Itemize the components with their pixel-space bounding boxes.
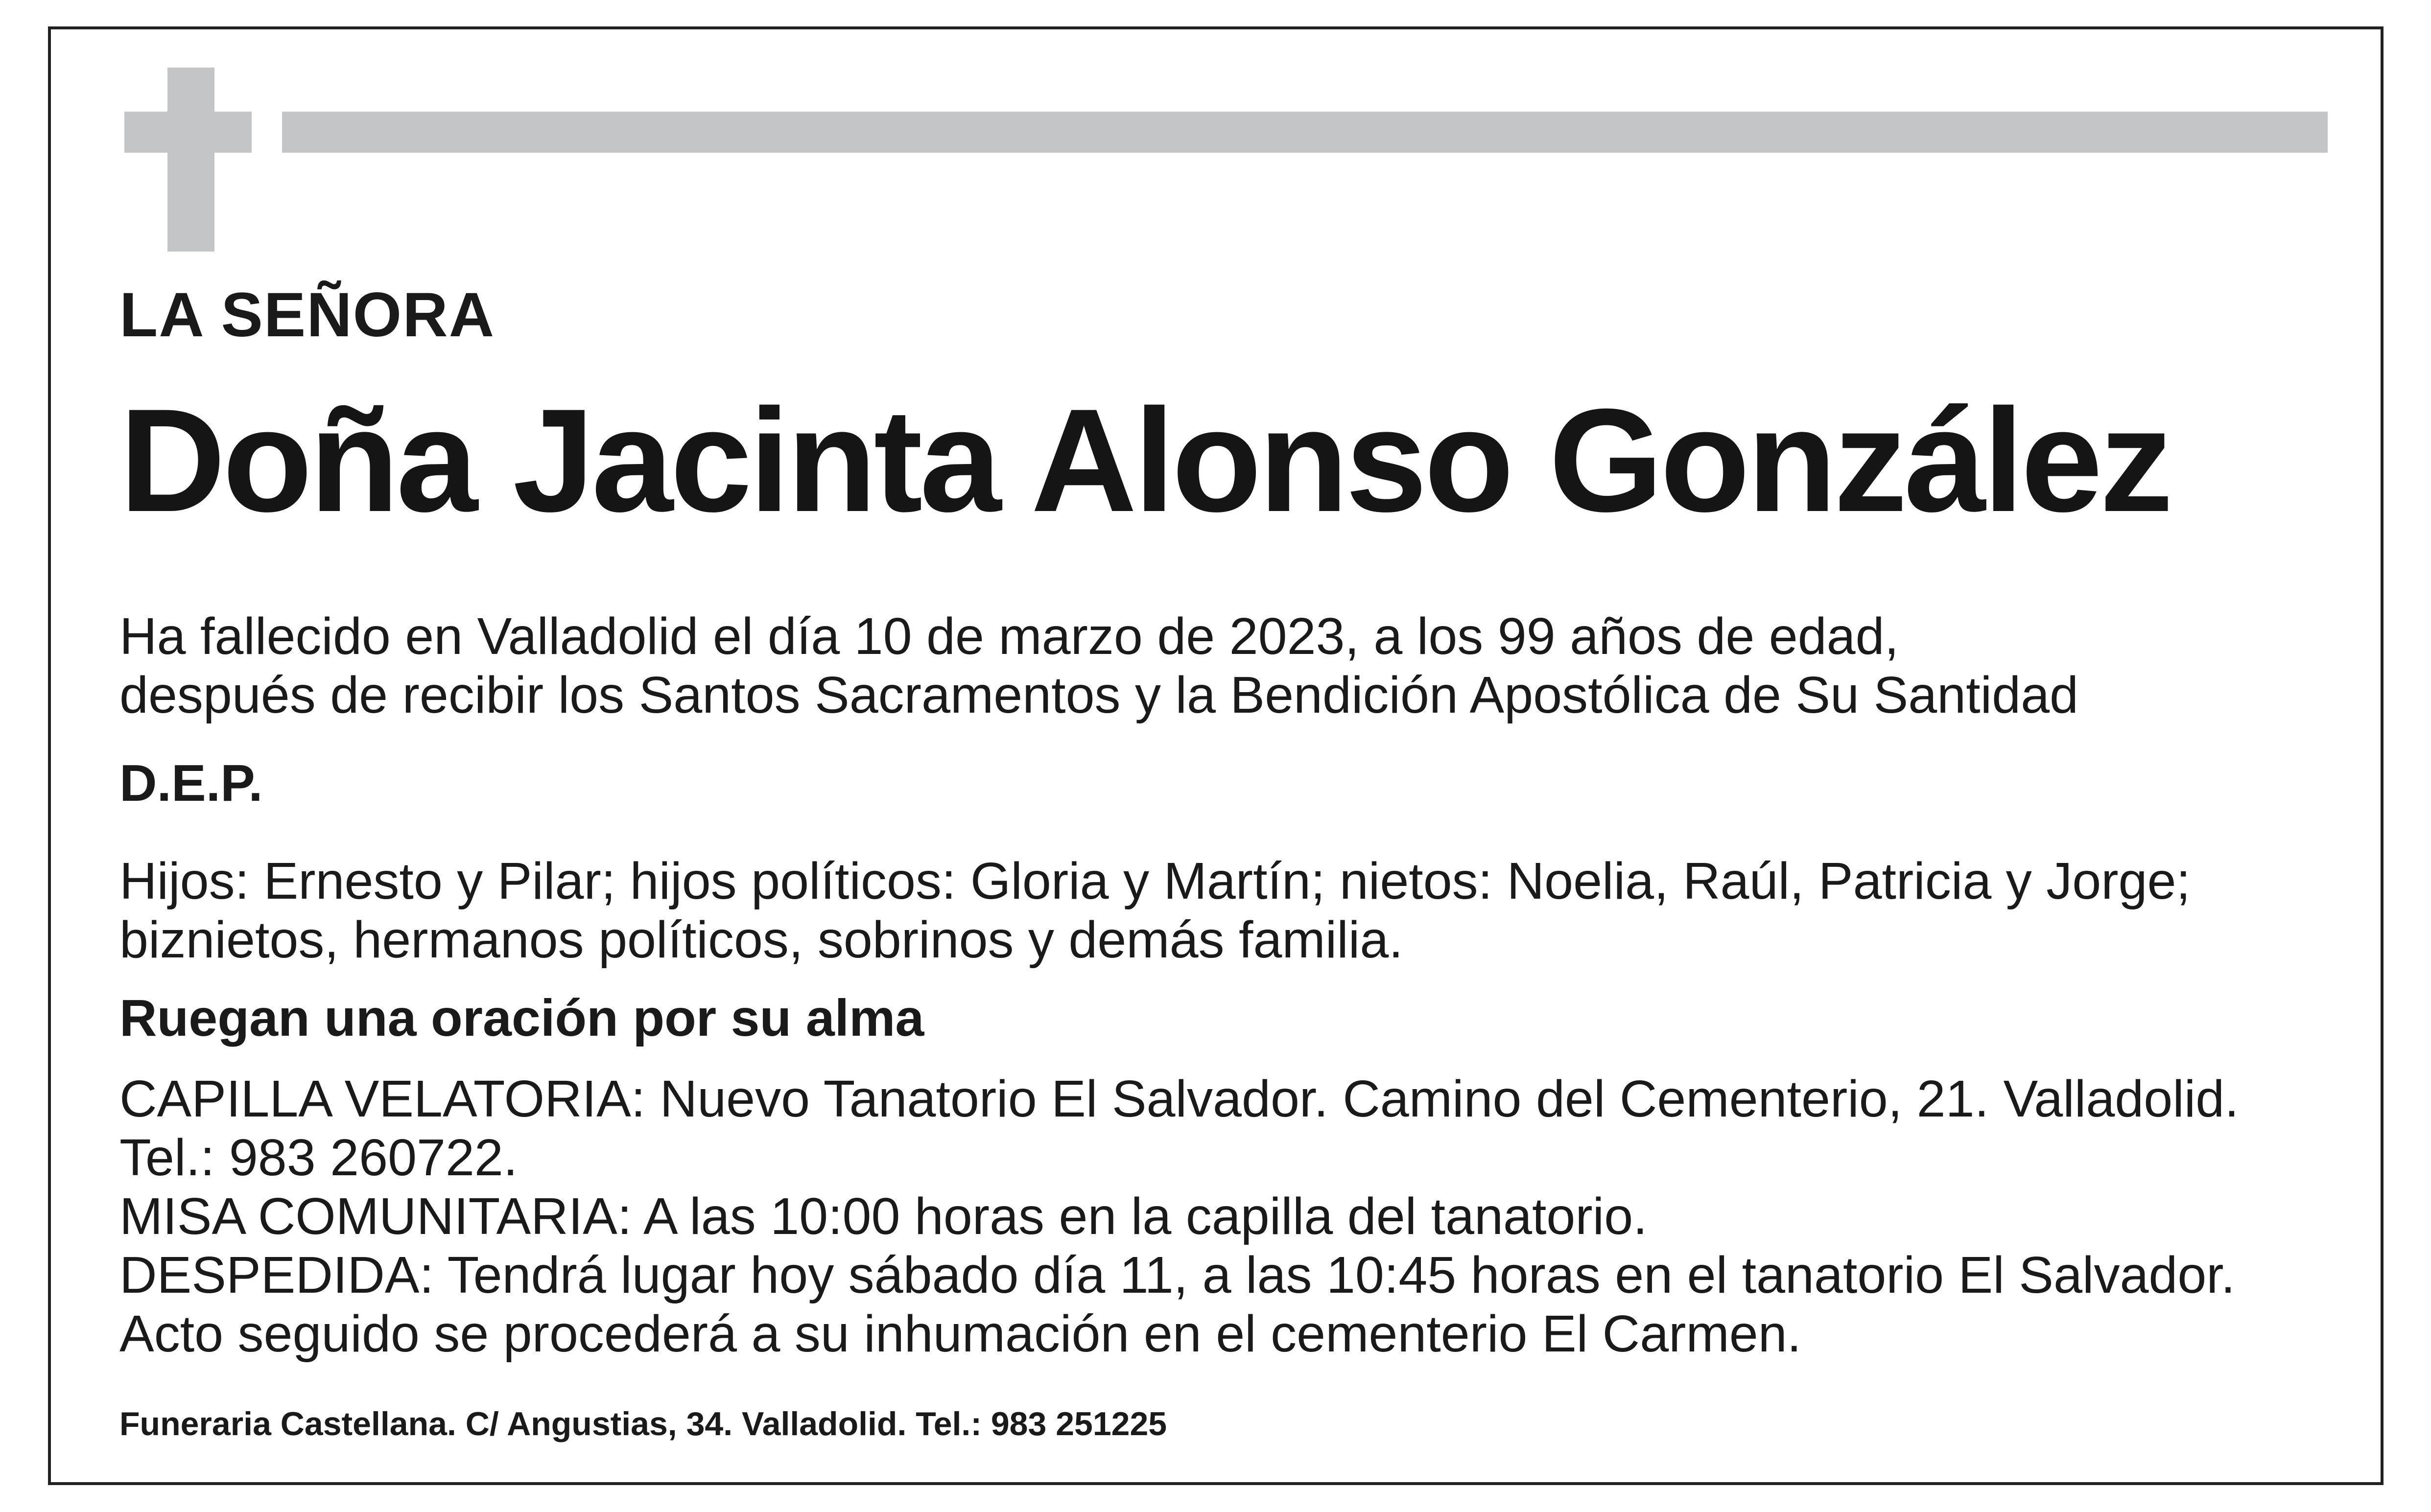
cross-icon-horizontal <box>124 112 252 153</box>
dep-label: D.E.P. <box>119 754 263 812</box>
funeral-home-footer: Funeraria Castellana. C/ Angustias, 34. Valladolid. Tel.: 983 251225 <box>119 1405 1167 1442</box>
header-rule <box>282 112 2328 153</box>
service-line: DESPEDIDA: Tendrá lugar hoy sábado día 11, a las 10:45 horas en el tanatorio El Salvador. <box>119 1246 2236 1304</box>
cross-icon-vertical <box>167 68 214 252</box>
deceased-name: Doña Jacinta Alonso González <box>119 378 2171 542</box>
family-paragraph <box>119 852 2191 969</box>
service-line: Acto seguido se procederá a su inhumación en el cementerio El Carmen. <box>119 1305 1802 1363</box>
death-paragraph <box>119 607 2078 724</box>
family-line: Hijos: Ernesto y Pilar; hijos políticos: Gloria y Martín; nietos: Noelia, Raúl, Patricia y Jorge; <box>119 852 2191 910</box>
services-paragraph <box>119 1070 2239 1363</box>
service-line: MISA COMUNITARIA: A las 10:00 horas en la capilla del tanatorio. <box>119 1187 1648 1245</box>
notice-title: LA SEÑORA <box>119 280 496 350</box>
family-line: biznietos, hermanos políticos, sobrinos y demás familia. <box>119 911 1403 969</box>
death-line: Ha fallecido en Valladolid el día 10 de marzo de 2023, a los 99 años de edad, <box>119 607 1899 665</box>
death-line: después de recibir los Santos Sacramentos y la Bendición Apostólica de Su Santidad <box>119 666 2078 724</box>
service-line: CAPILLA VELATORIA: Nuevo Tanatorio El Salvador. Camino del Cementerio, 21. Valladolid. <box>119 1070 2239 1128</box>
service-line: Tel.: 983 260722. <box>119 1129 518 1186</box>
prayer-request: Ruegan una oración por su alma <box>119 989 924 1047</box>
